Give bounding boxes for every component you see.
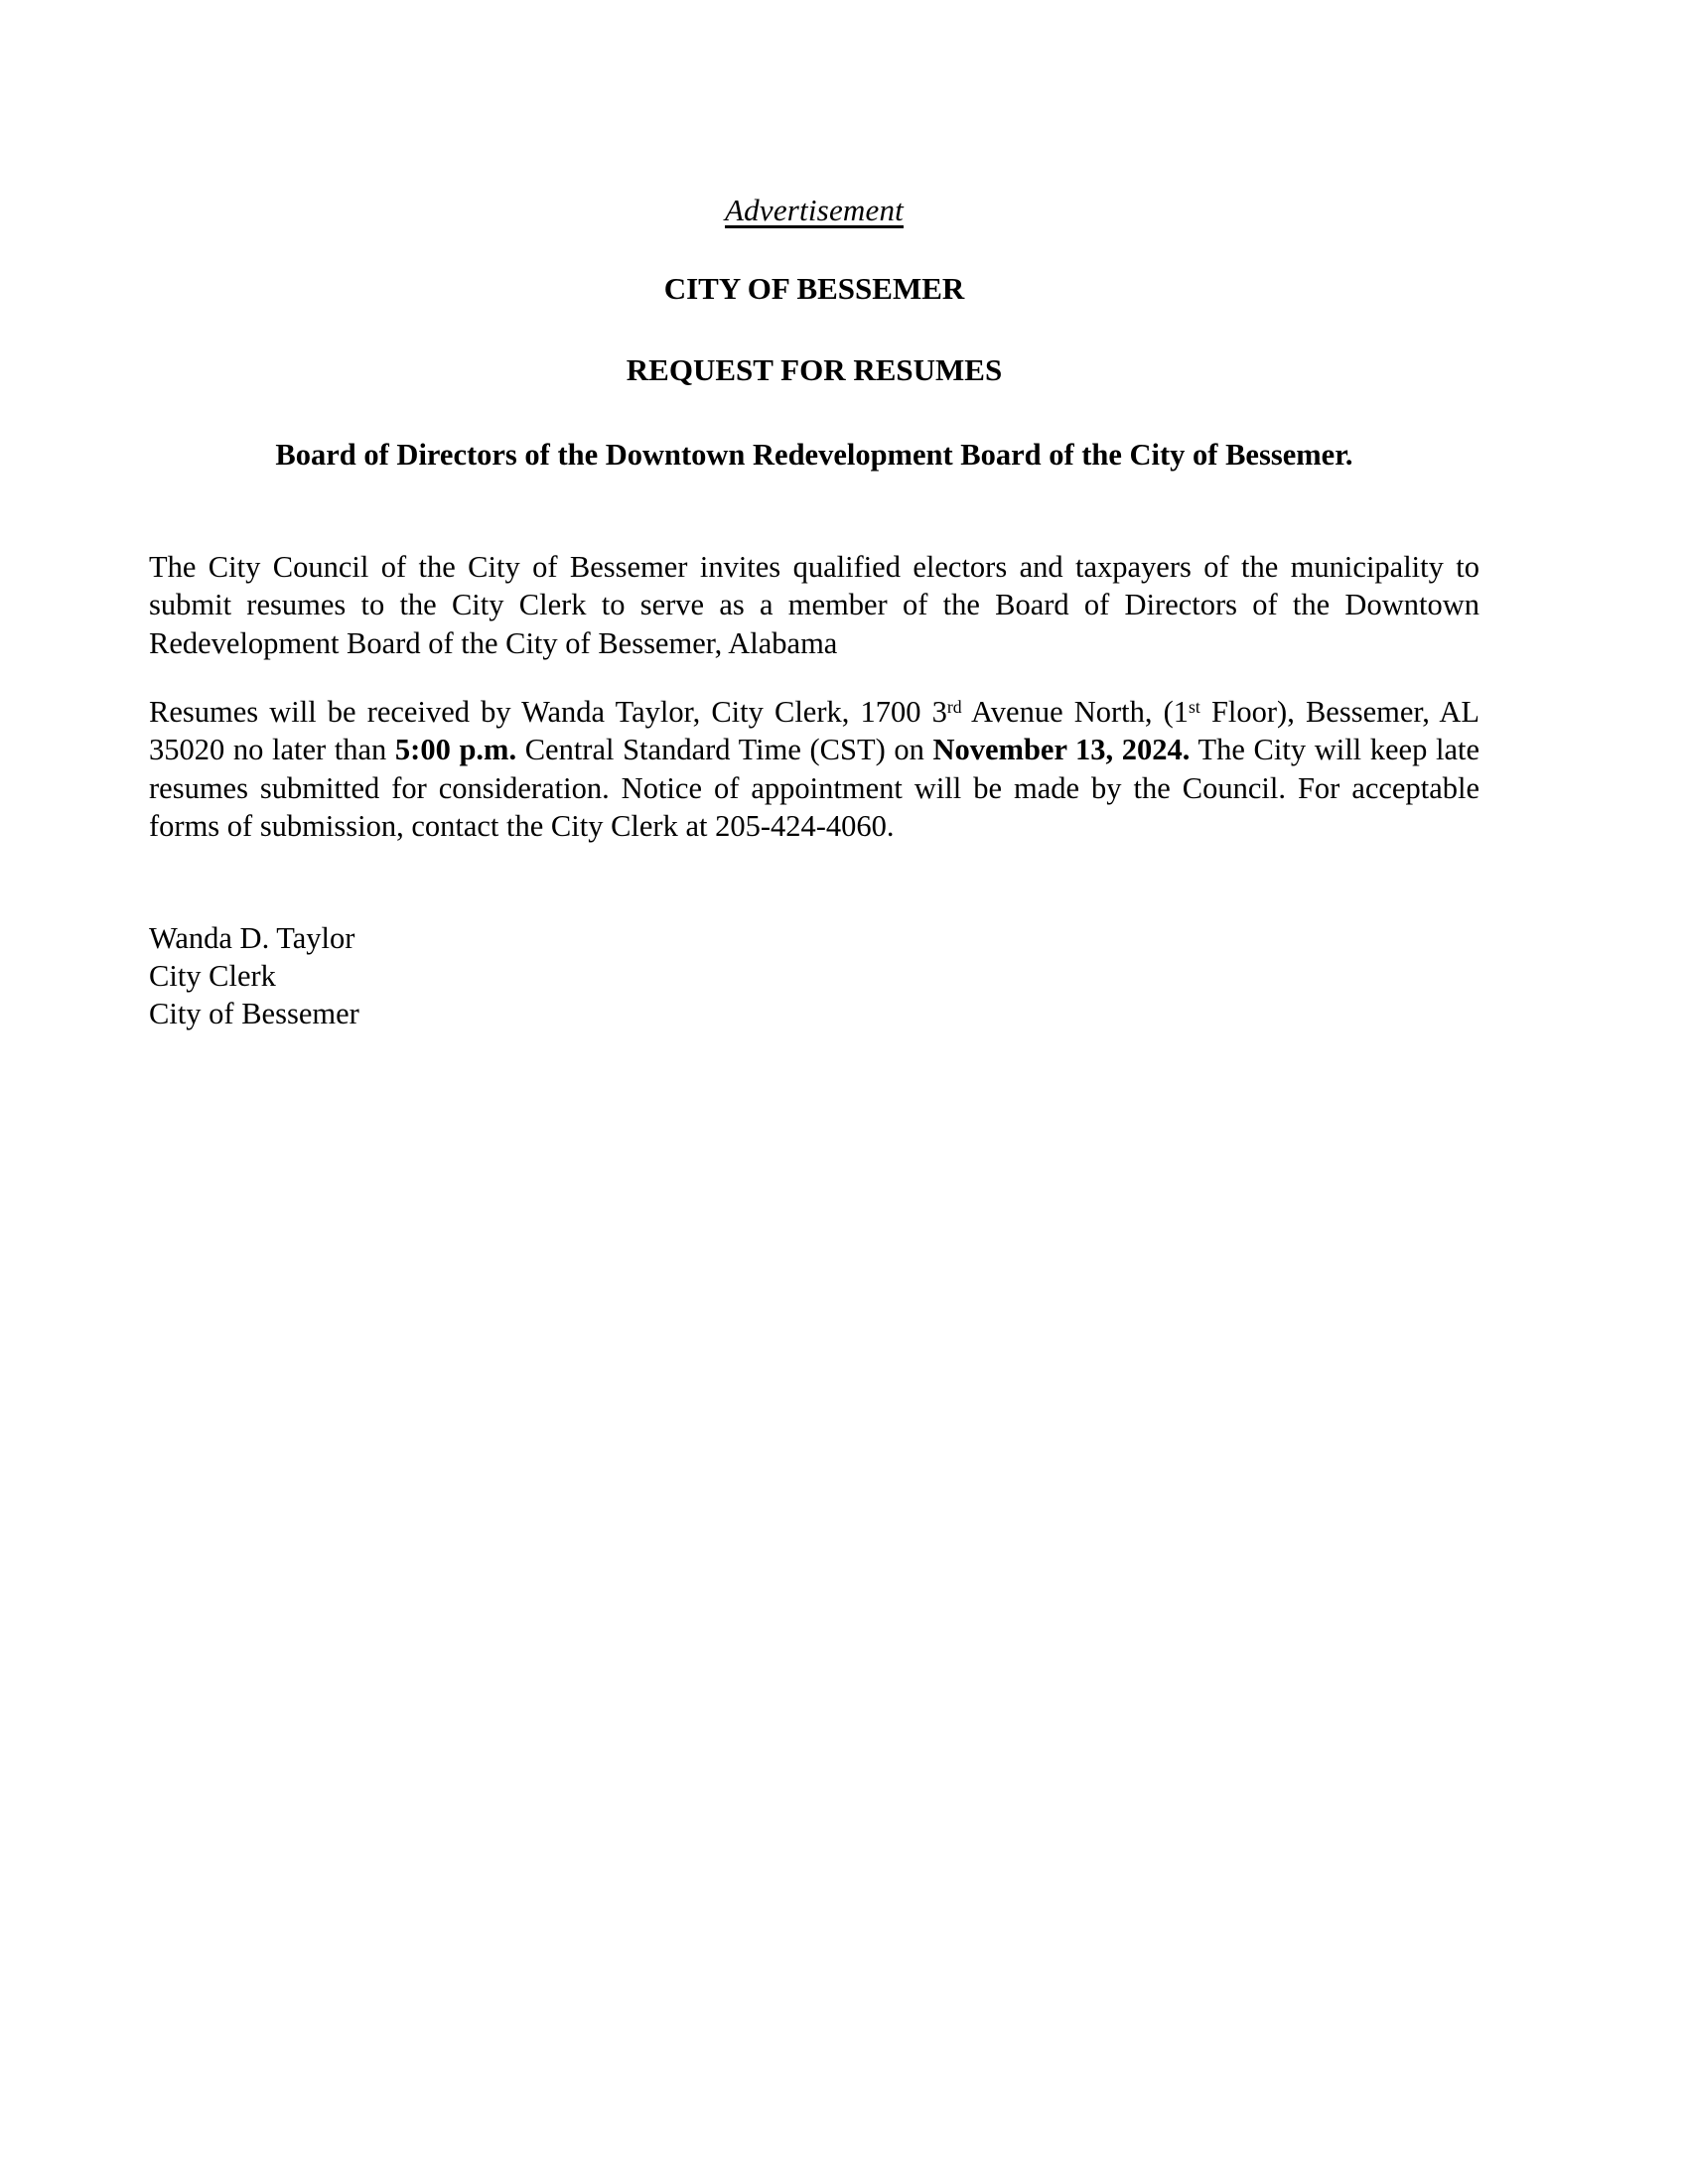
heading-request-for-resumes: REQUEST FOR RESUMES — [626, 352, 1003, 387]
heading-board-of-directors: Board of Directors of the Downtown Redevelopment Board of the City of Bessemer. — [275, 438, 1353, 472]
ordinal-suffix-st: st — [1189, 696, 1200, 717]
signature-name: Wanda D. Taylor — [149, 920, 355, 955]
paragraph-2-segment-2: Avenue North, (1 — [961, 694, 1190, 729]
paragraph-2-segment-1: Resumes will be received by Wanda Taylor, City Clerk, 1700 3 — [149, 694, 947, 729]
deadline-time: 5:00 p.m. — [394, 733, 517, 766]
signature-block — [149, 919, 1479, 1032]
paragraph-submission-details — [149, 693, 1479, 846]
paragraph-2-segment-5: The City will keep late resumes submitted for consideration. Notice of appointment will be made by the Council. For acceptable forms of submission, contact the City Clerk at 205-424-4060. — [149, 733, 1479, 843]
advertisement-label: Advertisement — [725, 193, 904, 227]
paragraph-2-segment-3: Floor), Bessemer, AL 35020 no later than — [149, 694, 1480, 766]
heading-city-of-bessemer: CITY OF BESSEMER — [663, 271, 965, 306]
deadline-date: November 13, 2024. — [932, 733, 1191, 766]
signature-organization: City of Bessemer — [149, 996, 359, 1030]
paragraph-2-segment-4: Central Standard Time (CST) on — [516, 733, 933, 766]
document-content — [149, 0, 1479, 1032]
signature-title: City Clerk — [149, 958, 276, 993]
paragraph-invitation: The City Council of the City of Bessemer invites qualified electors and taxpayers of the municipality to submit resumes to the City Clerk to serve as a member of the Board of Directors of the Downtown Redevelopment Board of the City of Bessemer, Alabama — [149, 549, 1479, 660]
ordinal-suffix-rd: rd — [946, 696, 962, 717]
advertisement-heading — [149, 195, 1479, 225]
